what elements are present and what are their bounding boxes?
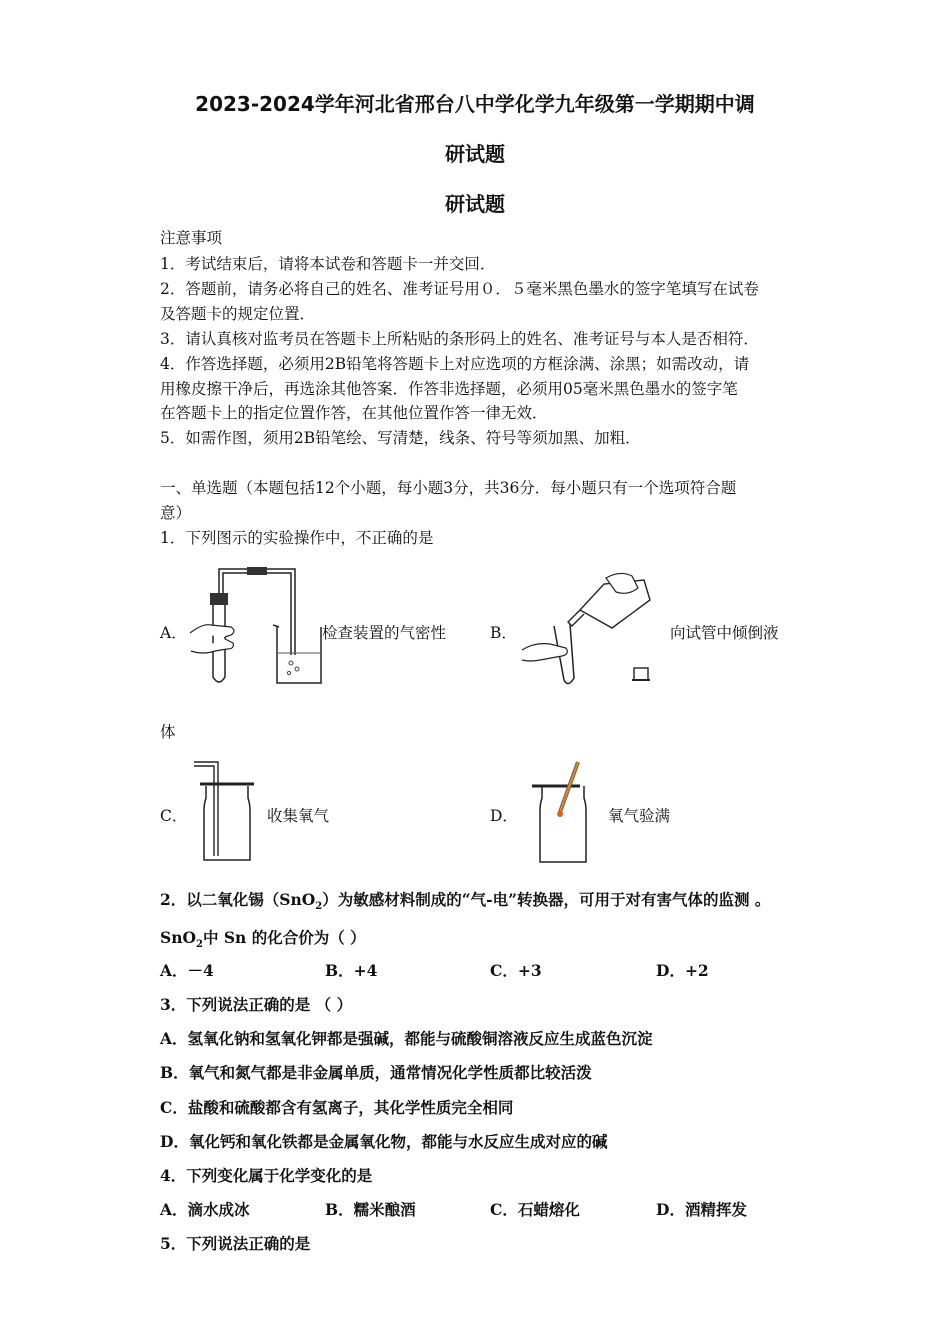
q4-option-a: A．滴水成冰: [160, 1200, 250, 1219]
page-title: 2023-2024学年河北省邢台八中学化学九年级第一学期期中调: [195, 92, 755, 116]
section-heading: 一、单选题（本题包括12个小题，每小题3分，共36分．每小题只有一个选项符合题: [160, 479, 737, 497]
oxygen-full-test-figure: [530, 760, 600, 865]
q1-option-d-label: D．: [490, 807, 518, 825]
q3-option-a: A．氢氧化钠和氢氧化钾都是强碱，都能与硫酸铜溶液反应生成蓝色沉淀: [160, 1029, 653, 1048]
q1-option-d-text: 氧气验满: [608, 807, 671, 825]
q4-stem: 4．下列变化属于化学变化的是: [160, 1166, 373, 1185]
q2-stem-cont: SnO$_2$中 Sn 的化合价为（ ）: [160, 928, 366, 951]
q2-option-c: C．+3: [490, 961, 542, 980]
q3-option-b: B．氧气和氮气都是非金属单质，通常情况化学性质都比较活泼: [160, 1063, 592, 1082]
q1-option-c-text: 收集氧气: [267, 807, 330, 825]
notice-line: 用橡皮擦干净后，再选涂其他答案．作答非选择题，必须用05毫米黑色墨水的签字笔: [160, 380, 738, 398]
page-subtitle: 研试题: [445, 192, 505, 216]
q4-option-b: B．糯米酿酒: [325, 1200, 416, 1219]
q5-stem: 5．下列说法正确的是: [160, 1234, 311, 1253]
airtightness-check-figure: [185, 565, 325, 690]
notice-line: 2．答题前，请务必将自己的姓名、准考证号用０．５毫米黑色墨水的签字笔填写在试卷: [160, 280, 759, 298]
notice-heading: 注意事项: [160, 229, 223, 247]
collect-oxygen-figure: [190, 760, 260, 865]
q1-option-b-text-cont: 体: [160, 723, 176, 741]
page-title-cont: 研试题: [445, 142, 505, 166]
q2-stem: 2．以二氧化锡（SnO$_2$）为敏感材料制成的“气-电”转换器，可用于对有害气体的监测 。: [160, 890, 771, 913]
q2-option-a: A．－4: [160, 961, 214, 980]
notice-line: 在答题卡上的指定位置作答，在其他位置作答一律无效．: [160, 404, 548, 422]
notice-line: 1．考试结束后，请将本试卷和答题卡一并交回．: [160, 255, 496, 273]
q1-option-b-label: B．: [490, 624, 517, 642]
q1-option-a-label: A．: [160, 624, 187, 642]
q2-option-b: B．+4: [325, 961, 378, 980]
q3-option-d: D．氧化钙和氧化铁都是金属氧化物，都能与水反应生成对应的碱: [160, 1132, 608, 1151]
pour-liquid-figure: [520, 570, 660, 690]
section-heading-cont: 意）: [160, 504, 192, 522]
notice-line: 及答题卡的规定位置．: [160, 305, 316, 323]
q1-option-b-text: 向试管中倾倒液: [670, 624, 779, 642]
q1-option-a-text: 检查装置的气密性: [322, 624, 447, 642]
q2-option-d: D．+2: [656, 961, 709, 980]
notice-line: 3．请认真核对监考员在答题卡上所粘贴的条形码上的姓名、准考证号与本人是否相符．: [160, 330, 759, 348]
notice-line: 4．作答选择题，必须用2B铅笔将答题卡上对应选项的方框涂满、涂黑；如需改动，请: [160, 355, 750, 373]
q1-stem: 1．下列图示的实验操作中，不正确的是: [160, 529, 434, 547]
q1-option-c-label: C．: [160, 807, 188, 825]
q4-option-c: C．石蜡熔化: [490, 1200, 580, 1219]
q4-option-d: D．酒精挥发: [656, 1200, 747, 1219]
q3-stem: 3．下列说法正确的是 （ ）: [160, 995, 353, 1014]
q3-option-c: C．盐酸和硫酸都含有氢离子，其化学性质完全相同: [160, 1098, 514, 1117]
notice-line: 5．如需作图，须用2B铅笔绘、写清楚，线条、符号等须加黑、加粗．: [160, 429, 641, 447]
